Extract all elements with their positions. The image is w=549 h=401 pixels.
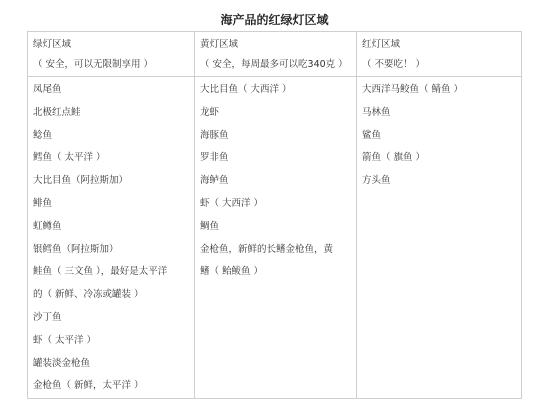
list-item: 鲱鱼	[33, 197, 53, 209]
list-item: 的（ 新鲜、冷冻或罐装 ）	[33, 289, 144, 301]
list-item: 金枪鱼（ 新鲜，太平洋 ）	[33, 380, 144, 392]
table-body-row	[28, 77, 522, 399]
list-item: 金枪鱼，新鲜的长鳍金枪鱼，黄	[200, 243, 334, 255]
red-zone-header	[357, 32, 522, 77]
list-item: 大比目鱼（阿拉斯加）	[33, 175, 129, 187]
yellow-zone-header	[195, 32, 357, 77]
list-item: 箭鱼（ 旗鱼 ）	[362, 152, 426, 164]
list-item: 海豚鱼	[200, 129, 229, 141]
table-header-row	[28, 32, 522, 77]
list-item: 大西洋马鲛鱼（ 鲭鱼 ）	[362, 84, 464, 95]
list-item: 罐装淡金枪鱼	[33, 357, 91, 369]
red-zone-list	[357, 77, 522, 399]
list-item: 龙虾	[200, 106, 220, 118]
list-item: 马林鱼	[362, 106, 391, 118]
page-title: 海产品的红绿灯区域	[220, 13, 329, 27]
list-item: 虾（ 大西洋 ）	[200, 197, 264, 209]
list-item: 鳍（ 鲐鲅鱼 ）	[200, 266, 264, 278]
list-item: 凤尾鱼	[33, 84, 62, 95]
list-item: 沙丁鱼	[33, 311, 62, 323]
list-item: 鳕鱼（ 太平洋 ）	[33, 152, 106, 164]
yellow-zone-list	[195, 77, 357, 399]
yellow-zone-title: 黄灯区域	[200, 39, 239, 50]
green-zone-list	[28, 77, 195, 399]
green-zone-header	[28, 32, 195, 77]
list-item: 罗非鱼	[200, 152, 229, 164]
list-item: 虹鳟鱼	[33, 220, 62, 232]
green-zone-note: （ 安全，可以无限制享用 ）	[33, 59, 154, 70]
red-zone-note: （ 不要吃！ ）	[362, 59, 426, 70]
list-item: 鲶鱼	[33, 129, 53, 141]
list-item: 海鲈鱼	[200, 175, 229, 187]
list-item: 方头鱼	[362, 175, 391, 187]
list-item: 鲨鱼	[362, 129, 382, 141]
list-item: 鲑鱼（ 三文鱼 ），最好是太平洋	[33, 266, 168, 278]
list-item: 鲷鱼	[200, 220, 220, 232]
list-item: 大比目鱼（ 大西洋 ）	[200, 84, 292, 95]
green-zone-title: 绿灯区域	[33, 39, 72, 50]
seafood-zone-table	[27, 31, 522, 399]
list-item: 银鳕鱼（阿拉斯加）	[33, 243, 119, 255]
list-item: 北极红点鲑	[33, 106, 81, 118]
list-item: 虾（ 太平洋 ）	[33, 334, 97, 346]
yellow-zone-note: （ 安全，每周最多可以吃340克 ）	[200, 59, 348, 70]
red-zone-title: 红灯区域	[362, 39, 401, 50]
